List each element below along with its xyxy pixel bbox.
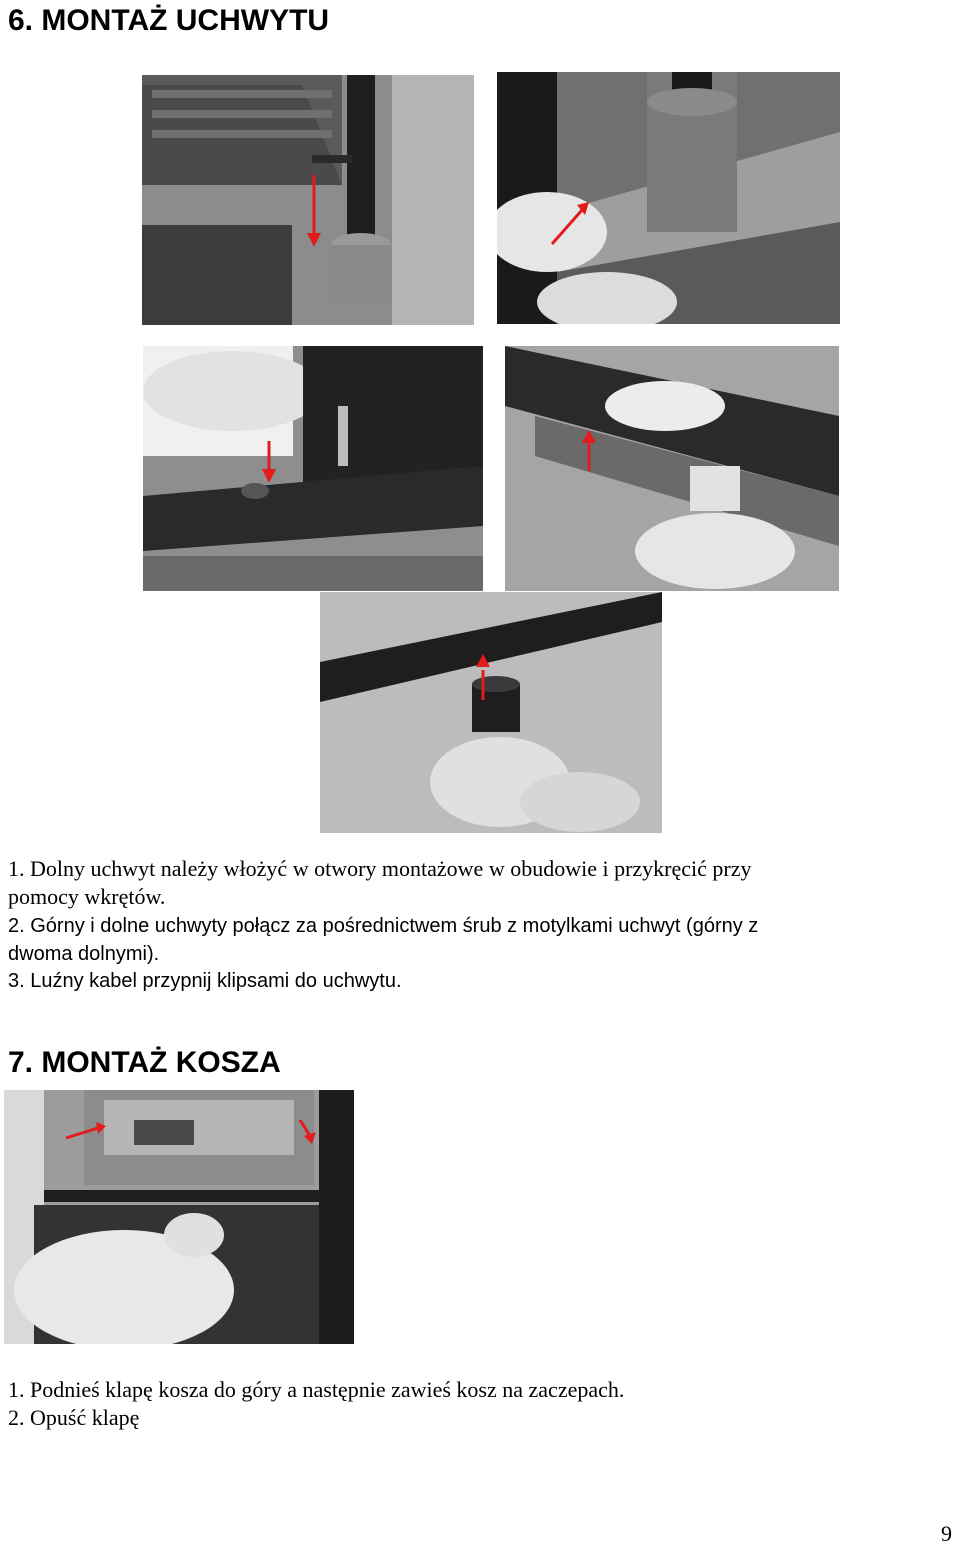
basket-step-1: 1. Podnieś klapę kosza do góry a następnie zawieś kosz na zaczepach. bbox=[8, 1377, 625, 1402]
step-1-line-2: pomocy wkrętów. bbox=[8, 884, 166, 909]
section-title-handle-assembly: 6. MONTAŻ UCHWYTU bbox=[8, 4, 330, 37]
step-3-line: 3. Luźny kabel przypnij klipsami do uchwytu. bbox=[8, 970, 402, 992]
page-number: 9 bbox=[941, 1521, 952, 1546]
step-2-line-2: dwoma dolnymi). bbox=[8, 943, 160, 965]
photo-cable-clip bbox=[320, 592, 662, 833]
photo-handle-insert bbox=[142, 75, 474, 325]
photo-knob-attach bbox=[505, 346, 839, 591]
step-1-line-1: 1. Dolny uchwyt należy włożyć w otwory montażowe w obudowie i przykręcić przy bbox=[8, 856, 752, 881]
step-2-line-1: 2. Górny i dolne uchwyty połącz za pośrednictwem śrub z motylkami uchwyt (górny z bbox=[8, 915, 759, 937]
photo-bolt-insert bbox=[143, 346, 483, 591]
basket-step-2: 2. Opuść klapę bbox=[8, 1405, 140, 1430]
photo-screwing bbox=[497, 72, 840, 324]
section-title-basket-assembly: 7. MONTAŻ KOSZA bbox=[8, 1046, 281, 1079]
photo-grass-basket bbox=[4, 1090, 354, 1344]
